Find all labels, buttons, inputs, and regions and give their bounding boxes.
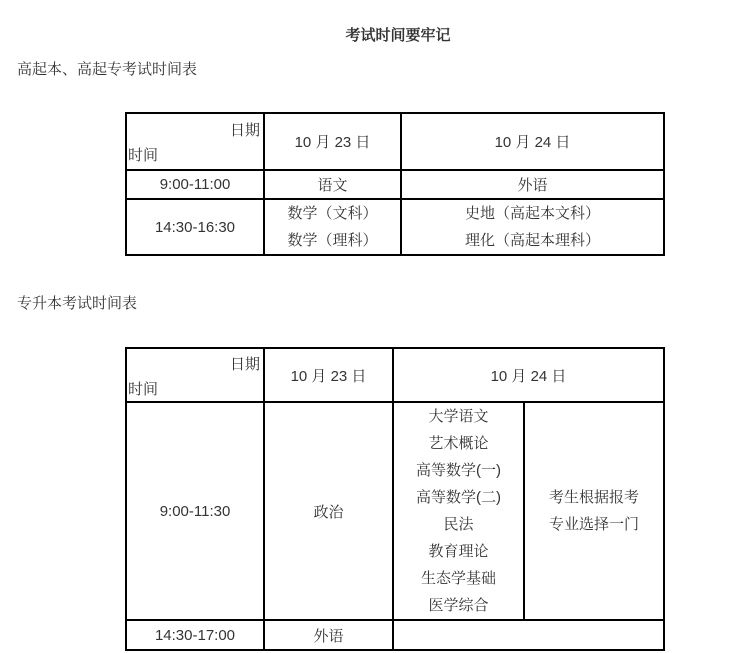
empty-cell bbox=[393, 620, 664, 650]
subject-cell: 政治 bbox=[264, 402, 393, 620]
subject-cell: 语文 bbox=[264, 170, 401, 199]
subject-list-cell bbox=[393, 402, 524, 620]
time-cell: 14:30-16:30 bbox=[126, 199, 264, 255]
column-header-oct23: 10 月 23 日 bbox=[264, 348, 393, 402]
date-label: 日期 bbox=[229, 355, 260, 373]
column-header-oct24: 10 月 24 日 bbox=[393, 348, 664, 402]
table-row bbox=[126, 620, 664, 650]
corner-header-cell bbox=[126, 113, 264, 170]
time-label: 时间 bbox=[128, 147, 159, 164]
table-row bbox=[126, 170, 664, 199]
time-label: 时间 bbox=[128, 380, 159, 398]
date-label: 日期 bbox=[229, 122, 260, 139]
page-title: 考试时间要牢记 bbox=[345, 27, 451, 44]
subject-cell bbox=[401, 199, 664, 255]
table-row bbox=[126, 199, 664, 255]
subject-cell bbox=[264, 199, 401, 255]
section-label-zhuanshengben: 专升本考试时间表 bbox=[17, 295, 138, 312]
corner-labels bbox=[127, 116, 263, 167]
subject-lines: 数学（文科） 数学（理科） bbox=[287, 205, 378, 249]
subject-cell: 外语 bbox=[264, 620, 393, 650]
corner-labels bbox=[127, 350, 263, 401]
time-cell: 14:30-17:00 bbox=[126, 620, 264, 650]
subject-lines: 史地（高起本文科） 理化（高起本理科） bbox=[464, 205, 600, 249]
subject-lines: 大学语文 艺术概论 高等数学(一) 高等数学(二) 民法 教育理论 生态学基础 医学综合 bbox=[416, 408, 501, 614]
subject-cell: 外语 bbox=[401, 170, 664, 199]
note-cell bbox=[524, 402, 664, 620]
gaoqi-exam-table bbox=[125, 112, 665, 256]
zhuanshengben-exam-table bbox=[125, 347, 665, 651]
note-lines: 考生根据报考 专业选择一门 bbox=[548, 489, 639, 533]
time-cell: 9:00-11:00 bbox=[126, 170, 264, 199]
column-header-oct24: 10 月 24 日 bbox=[401, 113, 664, 170]
table-row bbox=[126, 402, 664, 620]
column-header-oct23: 10 月 23 日 bbox=[264, 113, 401, 170]
time-cell: 9:00-11:30 bbox=[126, 402, 264, 620]
corner-header-cell bbox=[126, 348, 264, 402]
section-label-gaoqi: 高起本、高起专考试时间表 bbox=[17, 61, 198, 78]
table-header-row bbox=[126, 348, 664, 402]
table-header-row bbox=[126, 113, 664, 170]
